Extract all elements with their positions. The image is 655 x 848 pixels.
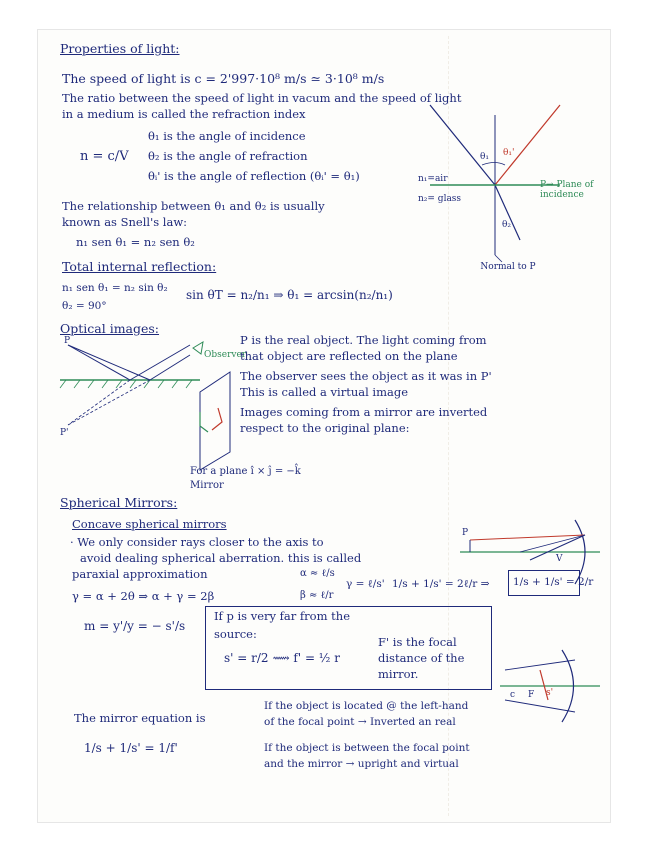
tir-equation-1: n₁ sen θ₁ = n₂ sin θ₂ bbox=[62, 282, 168, 294]
beta-approx: β ≈ ℓ/r bbox=[300, 590, 334, 601]
tir-equation-2: θ₂ = 90° bbox=[62, 300, 107, 312]
alpha-approx: α ≈ ℓ/s bbox=[300, 568, 335, 579]
gamma-equation: γ = ℓ/s' bbox=[346, 578, 385, 590]
observer-label: Observer bbox=[204, 350, 247, 360]
paraxial-text-3: paraxial approximation bbox=[72, 567, 208, 581]
optical-text-3: The observer sees the object as it was in P' bbox=[240, 369, 492, 383]
optical-text-1: P is the real object. The light coming from bbox=[240, 333, 487, 347]
paraxial-text-1: · We only consider rays closer to the axis to bbox=[70, 535, 324, 549]
mirror-v-label: V bbox=[556, 554, 563, 564]
spherical-mirrors-heading: Spherical Mirrors: bbox=[60, 495, 178, 510]
optical-text-2: that object are reflected on the plane bbox=[240, 349, 458, 363]
angle-relation: γ = α + 2θ ⇒ α + γ = 2β bbox=[72, 589, 215, 603]
ratio-text-1: The ratio between the speed of light in vacum and the speed of light bbox=[62, 91, 462, 105]
theta2-label: θ₂ bbox=[502, 220, 512, 230]
case-1-text-2: of the focal point → Inverted an real bbox=[264, 716, 456, 728]
magnification-formula: m = y'/y = − s'/s bbox=[84, 619, 186, 633]
normal-label: Normal to P bbox=[480, 262, 536, 272]
far-source-formula: s' = r/2 ⟿ f' = ½ r bbox=[224, 651, 340, 665]
far-source-text-1: If p is very far from the bbox=[214, 609, 350, 623]
speed-of-light-text: The speed of light is c = 2'997·10⁸ m/s ≃ 3·10⁸ m/s bbox=[62, 71, 385, 86]
tir-result: sin θT = n₂/n₁ ⇒ θ₁ = arcsin(n₂/n₁) bbox=[186, 288, 393, 302]
tir-heading: Total internal reflection: bbox=[62, 259, 217, 274]
case-1-text-1: If the object is located @ the left-hand bbox=[264, 700, 469, 712]
angle-definition-1: θ₁ is the angle of incidence bbox=[148, 129, 306, 143]
far-source-text-2: source: bbox=[214, 627, 257, 641]
mirror-equation-formula: 1/s + 1/s' = 1/f' bbox=[84, 741, 178, 755]
object-p-label: P bbox=[64, 336, 71, 346]
focal-text-3: mirror. bbox=[378, 667, 419, 681]
reciprocal-sum: 1/s + 1/s' = 2ℓ/r ⇒ bbox=[392, 578, 490, 590]
paraxial-text-2: avoid dealing spherical aberration. this is called bbox=[80, 551, 362, 565]
focal-text-1: F' is the focal bbox=[378, 635, 457, 649]
mirror-equation-label: The mirror equation is bbox=[74, 711, 206, 725]
medium-2-label: n₂= glass bbox=[418, 194, 462, 204]
concave-mirrors-subheading: Concave spherical mirrors bbox=[72, 517, 227, 531]
plane-mirror-rule-2: Mirror bbox=[190, 480, 224, 491]
optical-text-5: Images coming from a mirror are inverted bbox=[240, 405, 488, 419]
optical-text-6: respect to the original plane: bbox=[240, 421, 410, 435]
optical-images-heading: Optical images: bbox=[60, 321, 160, 336]
theta1-label: θ₁ bbox=[480, 152, 490, 162]
plane-of-incidence-label: P→ Plane of incidence bbox=[540, 180, 594, 201]
snell-text-1: The relationship between θ₁ and θ₂ is usually bbox=[62, 199, 325, 213]
refraction-index-formula: n = c/V bbox=[80, 149, 129, 164]
snell-formula: n₁ sen θ₁ = n₂ sen θ₂ bbox=[76, 235, 195, 249]
image-p-prime-label: P' bbox=[60, 428, 69, 438]
ratio-text-2: in a medium is called the refraction index bbox=[62, 107, 306, 121]
boxed-formula: 1/s + 1/s' = 2/r bbox=[513, 576, 594, 588]
theta1-prime-label: θ₁' bbox=[503, 148, 515, 158]
optical-text-4: This is called a virtual image bbox=[240, 385, 409, 399]
angle-definition-3: θᵢ' is the angle of reflection (θᵢ' = θ₁) bbox=[148, 169, 360, 183]
page-title: Properties of light: bbox=[60, 41, 180, 56]
mirror-p-label: P bbox=[462, 528, 469, 538]
plane-mirror-rule: For a plane î × ĵ = −k̂ bbox=[190, 466, 301, 477]
image-s-label: s' bbox=[546, 688, 554, 698]
angle-definition-2: θ₂ is the angle of refraction bbox=[148, 149, 308, 163]
medium-1-label: n₁=air bbox=[418, 174, 448, 184]
focal-text-2: distance of the bbox=[378, 651, 465, 665]
case-2-text-1: If the object is between the focal point bbox=[264, 742, 470, 754]
snell-text-2: known as Snell's law: bbox=[62, 215, 188, 229]
center-c-label: c bbox=[510, 690, 516, 700]
focus-f-label: F bbox=[528, 690, 535, 700]
case-2-text-2: and the mirror → upright and virtual bbox=[264, 758, 459, 770]
